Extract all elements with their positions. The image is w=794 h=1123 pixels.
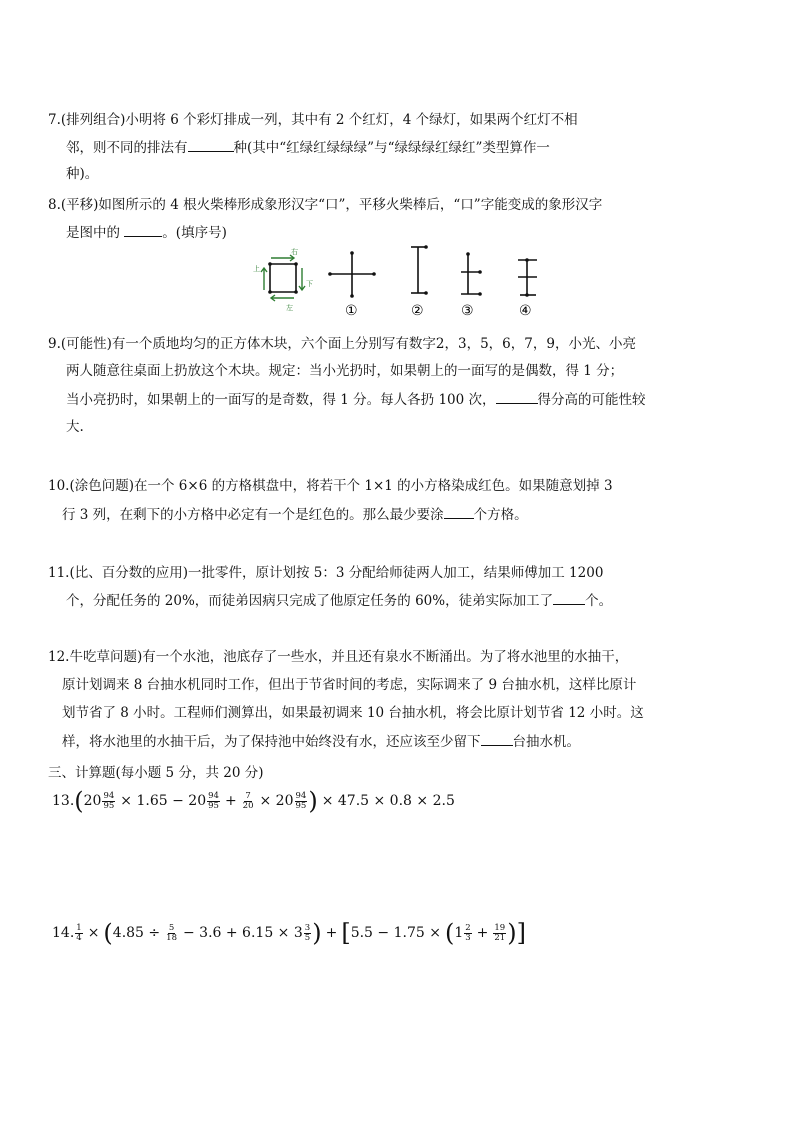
option-1-figure <box>330 253 374 296</box>
q12-line-3: 划节省了 8 小时。工程师们测算出，如果最初调来 10 台抽水机，将会比原计划节省 12 小时。这 <box>62 705 644 721</box>
square-kou-figure <box>270 264 296 292</box>
q13-left-paren: ( <box>74 787 84 815</box>
q14-term-1: 4.85 ÷ <box>112 925 161 941</box>
q13-frac-3 <box>242 792 255 811</box>
q8-answer-blank[interactable] <box>124 222 162 237</box>
q13-frac-1 <box>102 792 115 811</box>
section-3-title: 三、计算题(每小题 5 分，共 20 分) <box>48 765 264 781</box>
option-3-figure <box>461 254 480 294</box>
q9-line-3a: 当小亮扔时，如果朝上的一面写的是奇数，得 1 分。每人各扔 100 次， <box>66 392 496 408</box>
q13-frac-2 <box>207 792 220 811</box>
q12-line-4 <box>62 731 580 752</box>
q11-line-2a: 个，分配任务的 20%，而徒弟因病只完成了他原定任务的 60%，徒弟实际加工了 <box>66 593 554 609</box>
matchstick-figure <box>240 240 560 318</box>
q9-line-3 <box>66 389 646 410</box>
q14-frac-0 <box>75 924 82 943</box>
q14-frac-1-num: 5 <box>168 922 175 933</box>
q13-expression <box>52 786 455 816</box>
option-3-label: ③ <box>461 303 474 318</box>
q13-term-2: × 20 <box>259 793 294 809</box>
q11-line-1: 11.(比、百分数的应用)一批零件，原计划按 5：3 分配给师徒两人加工，结果师傅加工 1200 <box>48 565 604 581</box>
annot-up: 上 <box>253 265 260 273</box>
q7-line-1: 7.(排列组合)小明将 6 个彩灯排成一列，其中有 2 个红灯，4 个绿灯，如果两个红灯不相 <box>48 112 578 128</box>
q14-frac-2-den: 5 <box>304 932 311 943</box>
q14-plus-2: + <box>476 925 489 941</box>
green-arrows <box>261 255 305 301</box>
option-2-label: ② <box>411 303 424 318</box>
q10-line-2b: 个方格。 <box>473 507 528 523</box>
q13-term-3: × 47.5 × 0.8 × 2.5 <box>321 793 455 809</box>
q14-term-4: 5.5 − 1.75 × <box>350 925 441 941</box>
q13-int-1: 20 <box>83 793 102 809</box>
q14-term-2: − 3.6 + 6.15 × 3 <box>182 925 303 941</box>
q13-right-paren: ) <box>308 787 318 815</box>
q11-line-2b: 个。 <box>585 593 613 609</box>
q13-frac-4 <box>295 792 308 811</box>
q14-frac-2-num: 3 <box>304 922 311 933</box>
q14-int-1: 1 <box>454 925 464 941</box>
q14-frac-4 <box>493 924 506 943</box>
q12-line-4a: 样，将水池里的水抽干后，为了保持池中始终没有水，还应该至少留下 <box>62 734 481 750</box>
q10-line-2a: 行 3 列，在剩下的小方格中必定有一个是红色的。那么最少要涂 <box>62 507 444 523</box>
q13-frac-2-num: 94 <box>208 790 219 801</box>
q14-frac-2 <box>304 924 311 943</box>
q8-line-1: 8.(平移)如图所示的 4 根火柴棒形成象形汉字“口”，平移火柴棒后，“口”字能变成的象形汉字 <box>48 197 603 213</box>
q14-right-bracket: ] <box>516 919 526 947</box>
q14-frac-3-den: 3 <box>465 932 471 943</box>
q13-term-1: × 1.65 − 20 <box>120 793 207 809</box>
q13-frac-3-den: 20 <box>242 800 254 811</box>
q14-expression <box>52 918 526 948</box>
option-4-label: ④ <box>519 303 532 318</box>
q12-line-2: 原计划调来 8 台抽水机同时工作，但出于节省时间的考虑，实际调来了 9 台抽水机，这样比原计 <box>62 677 637 693</box>
q13-frac-3-num: 7 <box>245 790 251 801</box>
q7-line-2 <box>66 137 550 158</box>
q13-frac-4-num: 94 <box>295 790 307 801</box>
q7-line-2b: 种(其中“红绿红绿绿绿”与“绿绿绿红绿红”类型算作一 <box>233 140 550 156</box>
q13-plus: + <box>224 793 237 809</box>
q14-frac-3-num: 2 <box>465 922 471 933</box>
q14-frac-4-den: 21 <box>494 932 506 943</box>
q12-line-4b: 台抽水机。 <box>512 734 580 750</box>
q14-frac-0-num: 1 <box>76 922 82 933</box>
annot-left: 左 <box>286 304 293 312</box>
q7-line-2a: 邻，则不同的排法有 <box>66 140 188 156</box>
q13-frac-4-den: 95 <box>295 800 307 811</box>
q12-line-1: 12.牛吃草问题)有一个水池，池底存了一些水，并且还有泉水不断涌出。为了将水池里的水抽干， <box>48 649 629 665</box>
q13-frac-2-den: 95 <box>208 800 219 811</box>
q9-answer-blank[interactable] <box>496 389 538 404</box>
q11-line-2 <box>66 590 612 611</box>
q14-frac-0-den: 4 <box>76 932 82 943</box>
q11-answer-blank[interactable] <box>553 590 585 605</box>
annot-down: 下 <box>306 280 313 288</box>
q13-number: 13. <box>52 793 75 809</box>
q14-frac-3 <box>464 924 471 943</box>
q12-answer-blank[interactable] <box>481 731 513 746</box>
q9-line-2: 两人随意往桌面上扔放这个木块。规定：当小光扔时，如果朝上的一面写的是偶数，得 1 分； <box>66 363 624 379</box>
q10-line-1: 10.(涂色问题)在一个 6×6 的方格棋盘中，将若干个 1×1 的小方格染成红色。如果随意划掉 3 <box>48 478 613 494</box>
option-4-figure <box>518 260 537 295</box>
q14-left-bracket: [ <box>341 919 351 947</box>
q14-frac-1 <box>165 924 178 943</box>
option-1-label: ① <box>345 303 358 318</box>
q10-line-2 <box>62 504 528 525</box>
q14-frac-1-den: 18 <box>166 932 177 943</box>
annot-right: 右 <box>291 248 298 256</box>
q14-right-paren: ) <box>312 919 322 947</box>
q14-plus: + <box>325 925 338 941</box>
q14-frac-4-num: 19 <box>494 922 506 933</box>
q14-left-paren-2: ( <box>444 919 455 947</box>
q14-times: × <box>87 925 100 941</box>
q8-line-2b: 。(填序号) <box>162 225 227 241</box>
q14-right-paren-2: ) <box>507 919 517 947</box>
option-2-figure <box>411 247 426 293</box>
q14-left-paren: ( <box>103 919 113 947</box>
q13-frac-1-den: 95 <box>103 800 115 811</box>
q8-line-2a: 是图中的 <box>66 225 125 241</box>
q10-answer-blank[interactable] <box>444 504 474 519</box>
q9-line-4: 大. <box>66 419 84 435</box>
q7-line-3: 种)。 <box>66 166 99 182</box>
q9-line-1: 9.(可能性)有一个质地均匀的正方体木块，六个面上分别写有数字2，3，5，6，7，9，小光、小亮 <box>48 336 636 352</box>
q8-line-2 <box>66 222 227 243</box>
q9-line-3b: 得分高的可能性较 <box>537 392 646 408</box>
q14-number: 14. <box>52 925 75 941</box>
q7-answer-blank[interactable] <box>188 137 234 152</box>
q13-frac-1-num: 94 <box>103 790 115 801</box>
